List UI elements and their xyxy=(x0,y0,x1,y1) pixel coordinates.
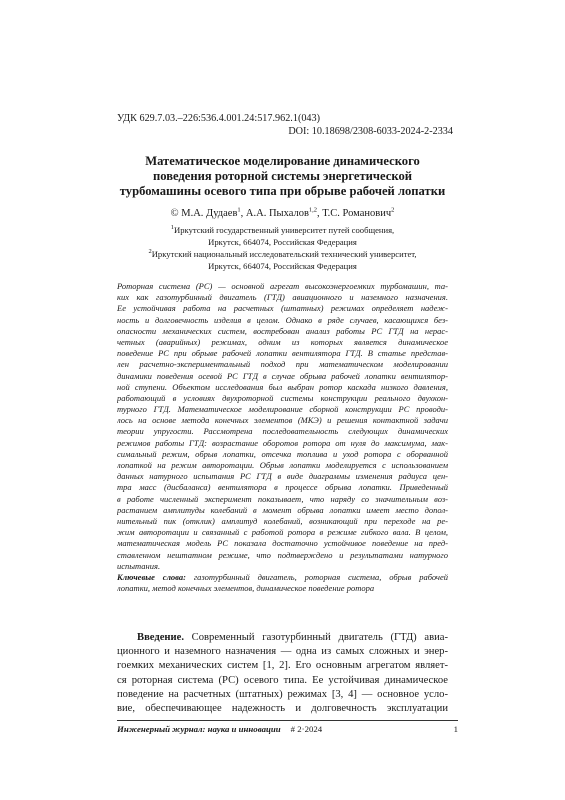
abstract-line: лопаткой на режим авторотации. Обрыв лопатки моделируется с использованием xyxy=(117,460,448,470)
page-footer xyxy=(117,723,458,735)
abstract-line: Роторная система (РС) — основной агрегат высокоэнергоемких турбомашин, та- xyxy=(117,281,448,291)
abstract-line: жим авторотации и связанный с работой ротора в режиме гибкого вала. В целом, xyxy=(117,527,448,538)
affiliation-line: Иркутск, 664074, Российская Федерация xyxy=(208,260,357,271)
affiliation-mark: 2 xyxy=(148,248,152,256)
abstract-line: в работе численный эксперимент показывает, что наряду со значительным воз- xyxy=(117,493,448,504)
affiliation-line: Иркутск, 664074, Российская Федерация xyxy=(208,236,357,247)
abstract-line: лось на основе метода конечных элементов (МКЭ) и решения контактной задачи xyxy=(117,415,448,426)
author-affiliation-mark: 1,2 xyxy=(308,206,318,214)
abstract-line: работающий в условиях двухроторной системы конструкции реального двухкон- xyxy=(117,392,448,403)
issue-number: # 2·2024 xyxy=(290,724,323,734)
abstract-line: данных натурного испытания РС ГТД в виде диаграммы изменения радиуса цен- xyxy=(117,471,448,482)
affiliation xyxy=(0,249,565,272)
affiliation-mark: 1 xyxy=(170,224,175,232)
title-line: поведения роторной системы энергетической xyxy=(152,169,413,184)
keywords-label: Ключевые слова: xyxy=(117,572,186,582)
author-name: М.А. Дудаев xyxy=(181,208,238,219)
abstract-line: поведение РС при обрыве рабочей лопатки вентилятора ГТД. В статье представ- xyxy=(117,348,448,359)
page-number: 1 xyxy=(453,724,458,734)
abstract-line: симальный режим, обрыв лопатки, отсечка топлива и уход ротора с оборванной xyxy=(117,448,448,459)
title-line: Математическое моделирование динамического xyxy=(145,154,420,168)
keywords-line: лопатки, метод конечных элементов, динамическое поведение ротора xyxy=(117,583,375,594)
author-name: Т.С. Романович xyxy=(322,208,392,219)
journal-name: Инженерный журнал: наука и инновации xyxy=(117,724,281,734)
author-affiliation-mark: 1 xyxy=(237,206,241,214)
affiliation-line xyxy=(0,225,565,237)
doi: DOI: 10.18698/2308-6033-2024-2-2334 xyxy=(288,126,453,137)
intro-line: поведение на расчетных (штатных) режимах [3, 4] — основное усло- xyxy=(117,688,448,700)
author-separator: , xyxy=(240,208,246,219)
abstract-line: математическая модель РС показала достаточно устойчивое поведение на пред- xyxy=(117,538,448,549)
author-separator: , xyxy=(317,208,323,219)
abstract xyxy=(117,281,448,572)
abstract-line: ставленном нештатном режиме, что подтверждено и результатами натурного xyxy=(117,549,448,560)
author-affiliation-mark: 2 xyxy=(391,206,395,214)
intro-line: ционного и наземного назначения — одна из самых сложных и энер- xyxy=(117,646,448,658)
intro-text: Современный газотурбинный двигатель (ГТД) авиа- xyxy=(183,632,448,643)
abstract-line: турного ГТД. Математическое моделирование сборной конструкции РС проводи- xyxy=(117,404,448,415)
abstract-line: лен расчетно-экспериментальный подход при математическом моделировании xyxy=(117,359,448,370)
author-name: А.А. Пыхалов xyxy=(245,208,309,219)
abstract-line: растанием амплитуды колебаний в момент обрыва лопатки имеет место допол- xyxy=(117,504,448,515)
title-line: турбомашины осевого типа при обрыве рабочей лопатки xyxy=(119,184,446,199)
keywords-text: газотурбинный двигатель, роторная система, обрыв рабочей xyxy=(186,572,448,582)
affiliation-text: Иркутский государственный университет путей сообщения, xyxy=(174,225,395,235)
footer-divider xyxy=(117,720,458,721)
keywords-line xyxy=(117,572,448,583)
abstract-line: теории упругости. Рассмотрена последовательность следующих динамических xyxy=(117,426,448,437)
introduction xyxy=(117,631,448,716)
abstract-line: ной ступени. Объектом исследования был выбран ротор каскада низкого давления, xyxy=(117,381,448,392)
abstract-line: режимов работы ГТД: возрастание оборотов ротора от нуля до максимума, мак- xyxy=(117,437,448,448)
abstract-line: нительный пик (отклик) амплитуд колебаний, возникающий при переходе на ре- xyxy=(117,515,448,526)
author-list xyxy=(0,207,565,221)
abstract-line: опасности механических систем, востребован анализ работы РС ГТД на нерас- xyxy=(117,325,448,336)
paper-title xyxy=(110,154,455,200)
intro-line: гоемких механических систем [1, 2]. Его основным агрегатом являет- xyxy=(117,660,448,672)
abstract-line: тра масс (дисбаланса) вентилятора в процессе обрыва лопатки. Приведенный xyxy=(117,482,448,493)
abstract-line: динамики поведения осевой РС ГТД в случае обрыва рабочей лопатки вентилятор- xyxy=(117,370,448,381)
keywords xyxy=(117,572,448,595)
affiliation xyxy=(0,225,565,248)
affiliation-line xyxy=(0,249,565,261)
intro-label: Введение. xyxy=(137,632,184,643)
abstract-line: четных (аварийных) режимах, одним из которых является динамическое xyxy=(117,336,448,347)
intro-line: ся роторная система (РС) осевого типа. Ее устойчивая динамическое xyxy=(117,674,448,686)
copyright-sign: © xyxy=(170,208,182,219)
affiliation-text: Иркутский национальный исследовательский технический университет, xyxy=(151,249,417,259)
abstract-line: ность и долговечность изделия в целом. Однако в ряде случаев, касающихся без- xyxy=(117,314,448,325)
abstract-line: испытания. xyxy=(117,560,161,571)
udc-code: УДК 629.7.03.–226:536.4.001.24:517.962.1(043) xyxy=(117,113,321,124)
abstract-line: ких как газотурбинный двигатель (ГТД) авиационного и наземного назначения. xyxy=(117,292,448,303)
intro-line xyxy=(117,631,448,645)
intro-line: вие, обеспечивающее надежность и долговечность эксплуатации xyxy=(117,702,448,714)
abstract-line: Ее устойчивая работа на расчетных (штатных) режимах определяет надеж- xyxy=(117,303,448,314)
